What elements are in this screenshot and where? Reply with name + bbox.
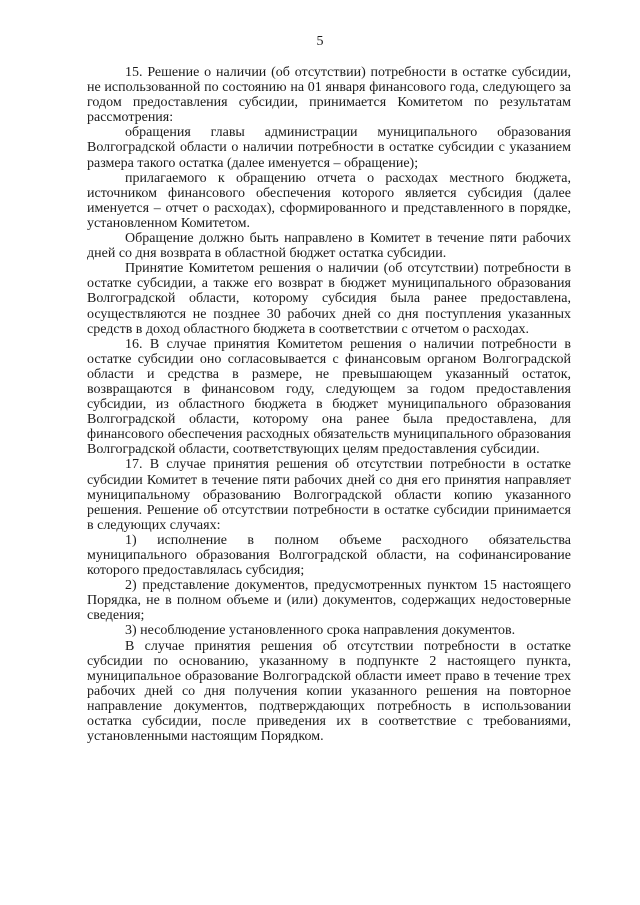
paragraph-clause-16: 16. В случае принятия Комитетом решения о наличии потребности в остатке субсидии оно согласовывается с финансовым органом Волгоградской области и средства в размере, не превышающем указанный остаток, возвращаются в финансовом году, следующем за годом предоставления субсидии, из областного бюджета в бюджет муниципального образования Волгоградской области, которому она ранее была предоставлена, для финансового обеспечения расходных обязательств муниципального образования Волгоградской области, соответствующих целям предоставления субсидии.	[87, 336, 571, 458]
document-body	[87, 65, 571, 744]
page-number: 5	[316, 34, 324, 49]
paragraph-appeal: обращения главы администрации муниципального образования Волгоградской области о наличии потребности в остатке субсидии с указанием размера такого остатка (далее именуется – обращение);	[87, 125, 571, 171]
paragraph-expense-report: прилагаемого к обращению отчета о расходах местного бюджета, источником финансового обеспечения которого является субсидия (далее именуется – отчет о расходах), сформированного и представленного в порядке, установленном Комитетом.	[87, 170, 571, 231]
list-item-case-1: 1) исполнение в полном объеме расходного обязательства муниципального образования Волгоградской области, на софинансирование которого предоставлялась субсидия;	[87, 532, 571, 579]
paragraph-decision-deadline: Принятие Комитетом решения о наличии (об отсутствии) потребности в остатке субсидии, а также его возврат в бюджет муниципального образования Волгоградской области, которому субсидия была ранее предоставлена, осуществляются не позднее 30 рабочих дней со дня поступления указанных средств в доход областного бюджета в соответствии с отчетом о расходах.	[87, 261, 571, 337]
list-item-case-3: 3) несоблюдение установленного срока направления документов.	[125, 623, 516, 639]
paragraph-resubmission: В случае принятия решения об отсутствии потребности в остатке субсидии по основанию, указанному в подпункте 2 настоящего пункта, муниципальное образование Волгоградской области имеет право в течение трех рабочих дней со дня получения копии указанного решения на повторное направление документов, подтверждающих потребность в использовании остатка субсидии, после приведения их в соответствие с требованиями, установленными настоящим Порядком.	[87, 638, 571, 745]
paragraph-clause-15: 15. Решение о наличии (об отсутствии) потребности в остатке субсидии, не использованной по состоянию на 01 января финансового года, следующего за годом предоставления субсидии, принимается Комитетом по результатам рассмотрения:	[87, 65, 571, 126]
paragraph-appeal-deadline: Обращение должно быть направлено в Комитет в течение пяти рабочих дней со дня возврата в областной бюджет остатка субсидии.	[87, 231, 571, 262]
paragraph-clause-17: 17. В случае принятия решения об отсутствии потребности в остатке субсидии Комитет в течение пяти рабочих дней со дня его принятия направляет муниципальному образованию Волгоградской области копию указанного решения. Решение об отсутствии потребности в остатке субсидии принимается в следующих случаях:	[87, 457, 571, 533]
list-item-case-2: 2) представление документов, предусмотренных пунктом 15 настоящего Порядка, не в полном объеме и (или) документов, содержащих недостоверные сведения;	[87, 578, 571, 624]
